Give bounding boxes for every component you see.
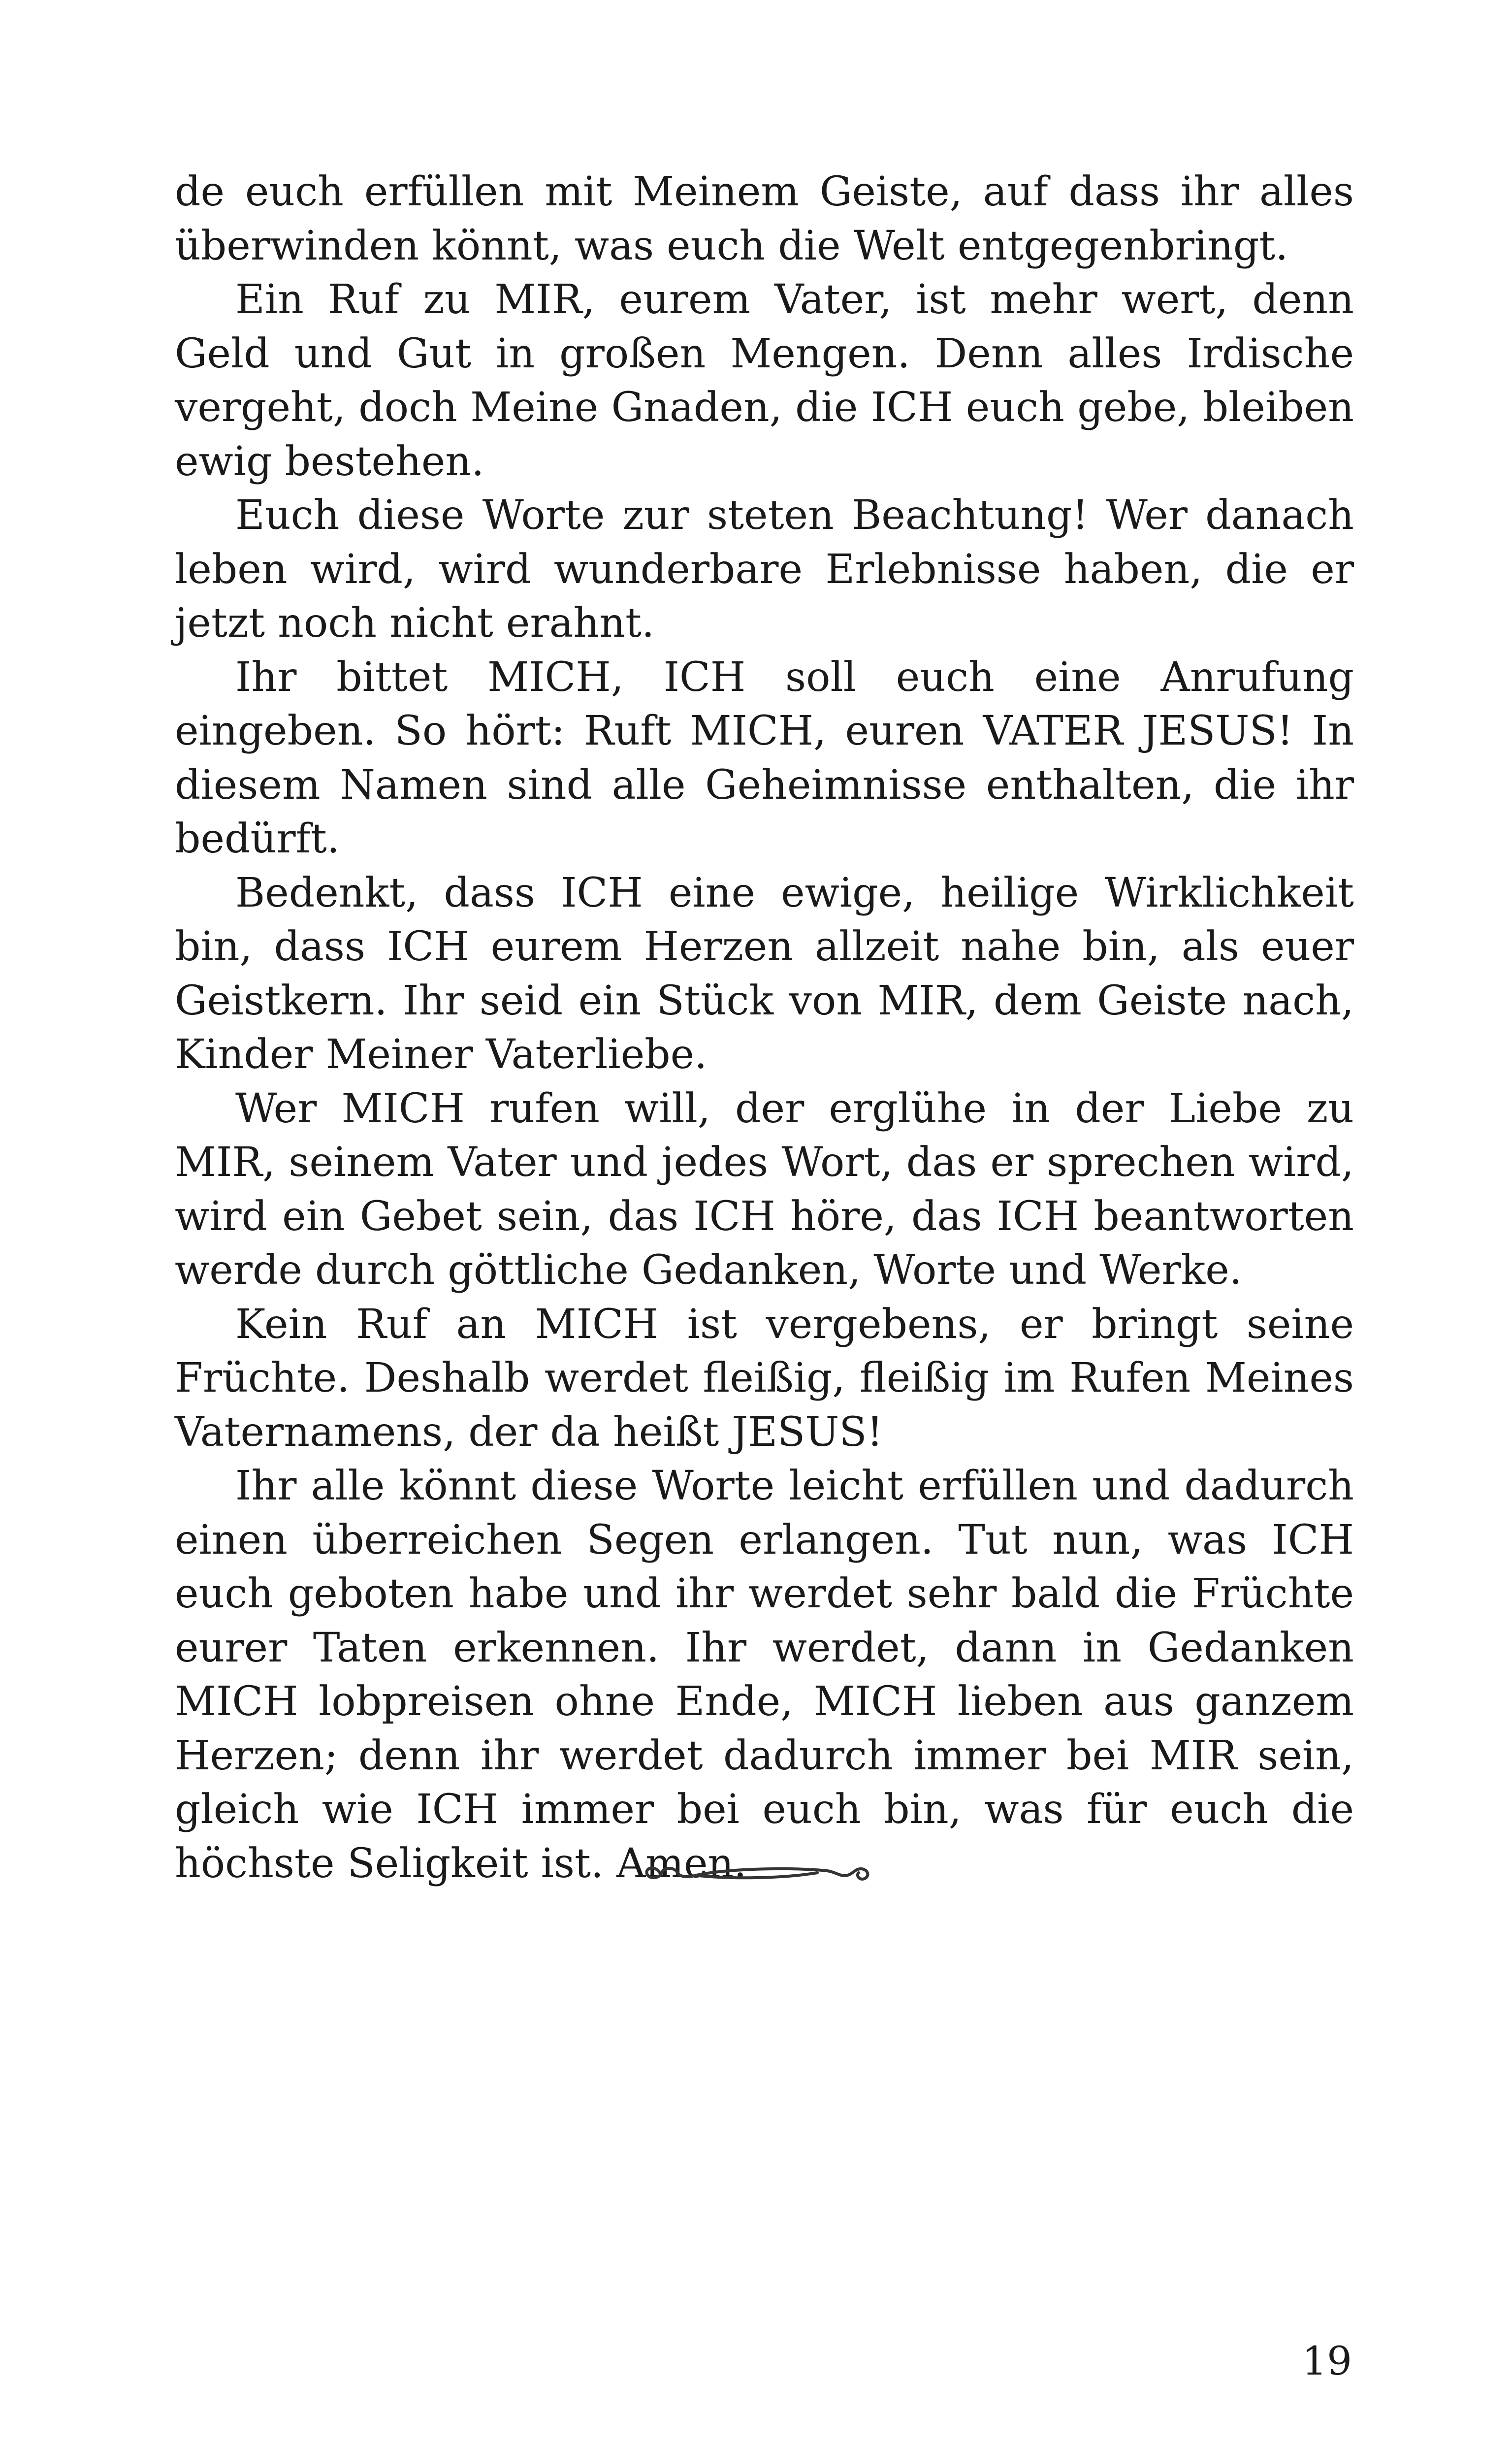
paragraph-8: Ihr alle könnt diese Worte leicht erfüllen und dadurch einen überreichen Segen erlangen. Tut nun, was ICH euch geboten habe und ihr werdet sehr bald die Früchte eurer Taten erkennen. Ihr werdet, dann in Gedanken MICH lobpreisen ohne Ende, MICH lieben aus ganzem Herzen; denn ihr werdet dadurch immer bei MIR sein, gleich wie ICH immer bei euch bin, was für euch die höchste Seligkeit ist. Amen. bbox=[175, 1463, 1354, 1887]
paragraph-5: Bedenkt, dass ICH eine ewige, heilige Wirklichkeit bin, dass ICH eurem Herzen allzeit nahe bin, als euer Geistkern. Ihr seid ein Stück von MIR, dem Geiste nach, Kinder Meiner Vaterliebe. bbox=[175, 869, 1354, 1078]
page-number: 19 bbox=[1302, 2338, 1352, 2384]
paragraph-2: Ein Ruf zu MIR, eurem Vater, ist mehr wert, denn Geld und Gut in großen Mengen. Denn alles Irdische vergeht, doch Meine Gnaden, die ICH euch gebe, bleiben ewig bestehen. bbox=[175, 276, 1354, 485]
body-text bbox=[175, 165, 1354, 1890]
paragraph-7: Kein Ruf an MICH ist vergebens, er bringt seine Früchte. Deshalb werdet fleißig, fleißig im Rufen Meines Vaternamens, der da heißt JESUS! bbox=[175, 1301, 1354, 1456]
paragraph-1: de euch erfüllen mit Meinem Geiste, auf dass ihr alles überwinden könnt, was euch die Welt entgegenbringt. bbox=[175, 168, 1354, 269]
flourish-divider-icon bbox=[640, 1854, 876, 1889]
paragraph-3: Euch diese Worte zur steten Beachtung! Wer danach leben wird, wird wunderbare Erlebnisse haben, die er jetzt noch nicht erahnt. bbox=[175, 492, 1354, 647]
paragraph-4: Ihr bittet MICH, ICH soll euch eine Anrufung eingeben. So hört: Ruft MICH, euren VATER JESUS! In diesem Namen sind alle Geheimnisse enthalten, die ihr bedürft. bbox=[175, 653, 1354, 862]
paragraph-6: Wer MICH rufen will, der erglühe in der Liebe zu MIR, seinem Vater und jedes Wort, das er sprechen wird, wird ein Gebet sein, das ICH höre, das ICH beantworten werde durch göttliche Gedanken, Worte und Werke. bbox=[175, 1085, 1354, 1294]
